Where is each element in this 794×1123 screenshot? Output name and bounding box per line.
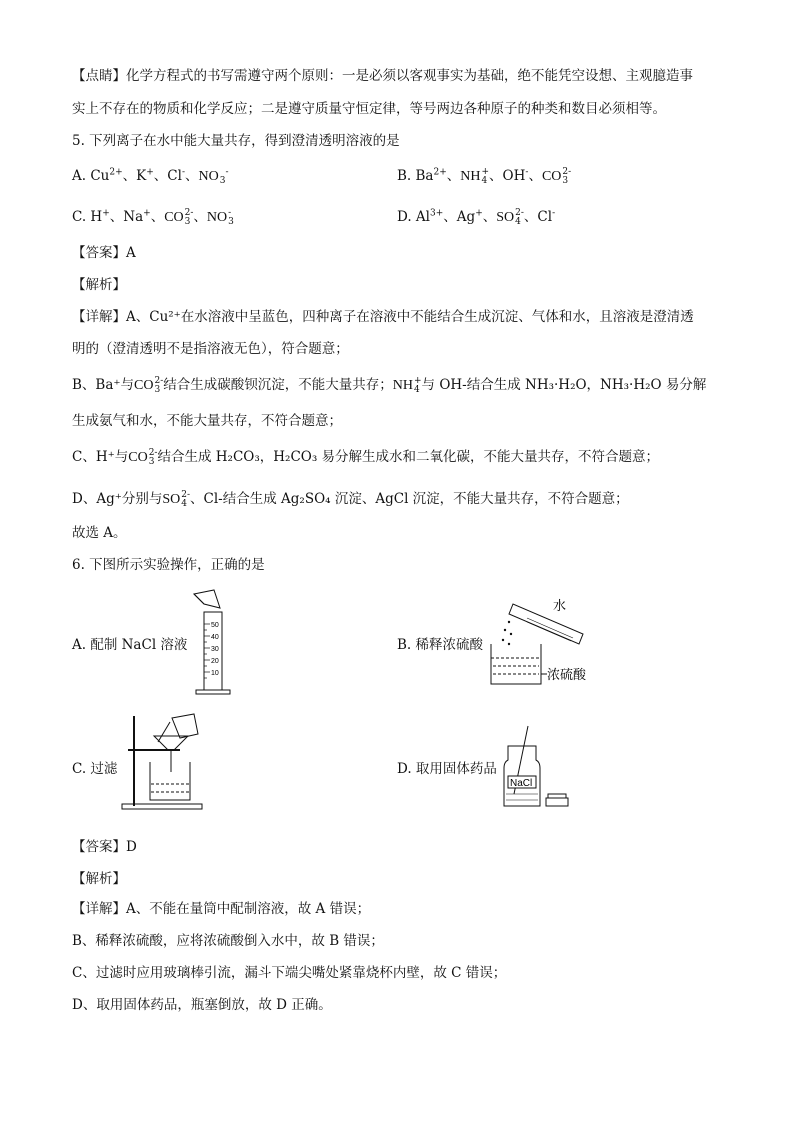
tick-30: 30 (211, 646, 219, 653)
tick-50: 50 (211, 622, 219, 629)
q6-detail-a: 【详解】A、不能在量筒中配制溶液，故 A 错误； (72, 901, 371, 917)
measuring-cylinder-figure (190, 588, 240, 696)
tick-10: 10 (211, 670, 219, 677)
q5-option-c: C. H+、Na+、CO 2- 3 、NO - 3 (72, 207, 234, 227)
q6-answer: 【答案】D (72, 839, 137, 855)
solid-reagent-figure (500, 724, 580, 810)
q5-detail-d: D、Ag⁺分别与SO 2- 4 、Cl-结合生成 Ag₂SO₄ 沉淀、AgCl 沉淀，不能大量共存，不符合题意； (72, 489, 629, 509)
q5-stem: 5. 下列离子在水中能大量共存，得到澄清透明溶液的是 (72, 133, 400, 149)
filtration-figure (120, 712, 230, 812)
q5-answer: 【答案】A (72, 245, 136, 261)
tick-20: 20 (211, 658, 219, 665)
q6-detail-d: D、取用固体药品，瓶塞倒放，故 D 正确。 (72, 997, 332, 1013)
note-line-1: 【点睛】化学方程式的书写需遵守两个原则：一是必须以客观事实为基础，绝不能凭空设想、主观臆造事 (72, 68, 693, 84)
water-label: 水 (553, 598, 567, 613)
nacl-label: NaCl (510, 778, 533, 789)
q5-detail-b2: 生成氨气和水，不能大量共存，不符合题意； (72, 413, 342, 429)
q6-analysis-label: 【解析】 (72, 871, 126, 887)
q6-stem: 6. 下图所示实验操作，正确的是 (72, 557, 265, 573)
q5-conclusion: 故选 A。 (72, 525, 127, 541)
q6-option-b: B. 稀释浓硫酸 (397, 637, 484, 653)
acid-label: 浓硫酸 (547, 667, 587, 682)
q5-analysis-label: 【解析】 (72, 277, 126, 293)
note-line-2: 实上不存在的物质和化学反应；二是遵守质量守恒定律，等号两边各种原子的种类和数目必须相等。 (72, 101, 666, 117)
q5-option-a: A. $Cu^{2+}$、K+、Cl-、NO 3 - (72, 167, 229, 186)
q5-detail-b1: B、Ba⁺与CO 2- 3 结合生成碳酸钡沉淀，不能大量共存；NH + 4 与 OH-结合生成 NH₃·H₂O，NH₃·H₂O 易分解 (72, 375, 707, 395)
q5-detail-c: C、H⁺与CO 2- 3 结合生成 H₂CO₃，H₂CO₃ 易分解生成水和二氧化碳，不能大量共存，不符合题意； (72, 447, 660, 467)
tick-40: 40 (211, 634, 219, 641)
q5-detail-1: 【详解】A、Cu²⁺在水溶液中呈蓝色，四种离子在溶液中不能结合生成沉淀、气体和水，且溶液是澄清透 (72, 309, 694, 325)
dilute-acid-figure (487, 598, 607, 690)
q6-option-d: D. 取用固体药品 (397, 761, 497, 777)
q6-detail-b: B、稀释浓硫酸，应将浓硫酸倒入水中，故 B 错误； (72, 933, 384, 949)
q6-detail-c: C、过滤时应用玻璃棒引流，漏斗下端尖嘴处紧靠烧杯内壁，故 C 错误； (72, 965, 507, 981)
q6-option-c: C. 过滤 (72, 761, 118, 777)
q5-option-b: B. $Ba^{2+}$、NH + 4 、OH-、CO 2- 3 (397, 166, 572, 186)
q5-detail-2: 明的（澄清透明不是指溶液无色），符合题意； (72, 341, 349, 357)
q6-option-a: A. 配制 NaCl 溶液 (72, 637, 188, 653)
q5-option-d: D. $Al^{3+}$、Ag+、SO 2- 4 、Cl- (397, 207, 556, 227)
